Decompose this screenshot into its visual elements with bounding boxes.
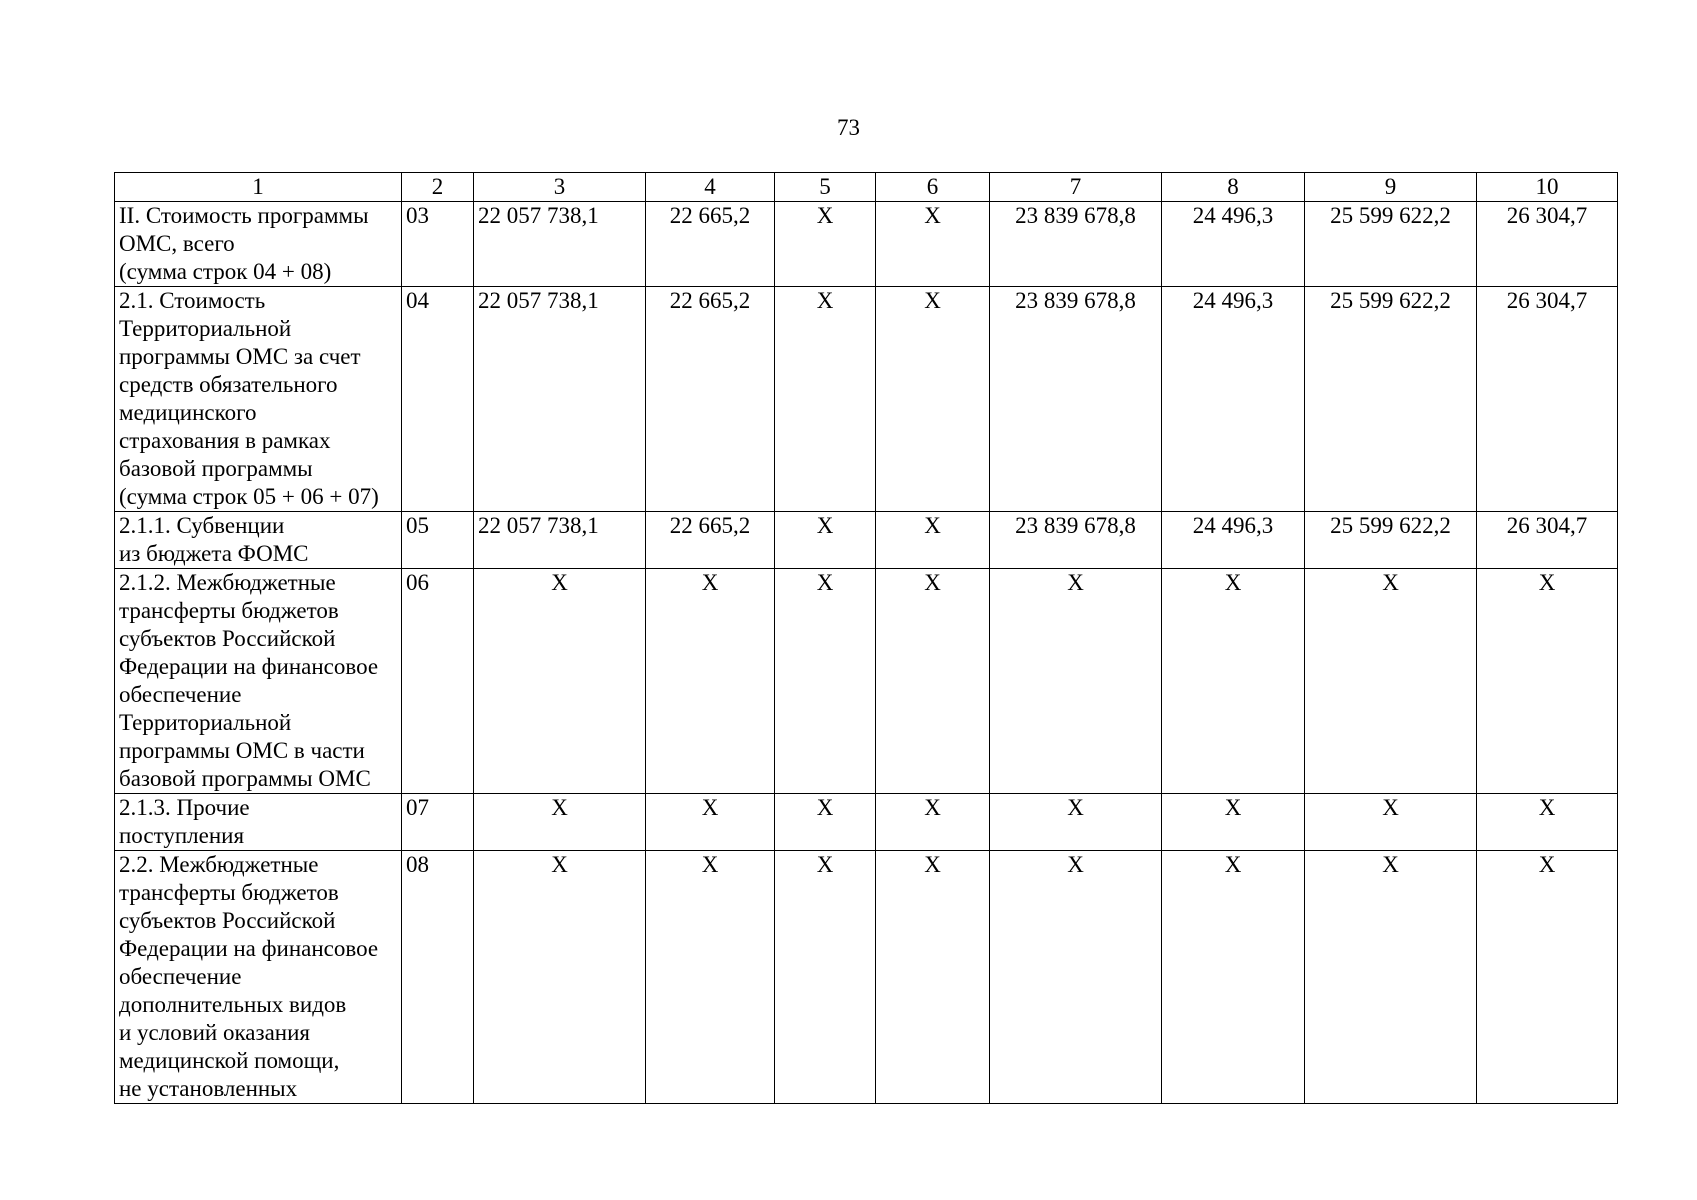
value-cell-col-8: X <box>1162 851 1305 1104</box>
value-cell-col-6: X <box>876 512 990 569</box>
row-label-line: страхования в рамках <box>119 428 331 453</box>
row-label-line: базовой программы <box>119 456 313 481</box>
value-cell-col-10: 26 304,7 <box>1477 512 1618 569</box>
value-cell-col-3: X <box>474 569 646 794</box>
row-label-line: базовой программы ОМС <box>119 766 371 791</box>
row-label <box>115 287 402 512</box>
value-cell-col-7: 23 839 678,8 <box>990 202 1162 287</box>
row-label-line: субъектов Российской <box>119 908 336 933</box>
row-label-line: 2.1. Стоимость <box>119 288 266 313</box>
table-row <box>115 794 1618 851</box>
table-body <box>115 202 1618 1104</box>
value-cell-col-9: X <box>1305 851 1477 1104</box>
value-cell-col-5: X <box>775 569 876 794</box>
table-row <box>115 287 1618 512</box>
row-label-line: (сумма строк 04 + 08) <box>119 259 332 284</box>
column-header-2: 2 <box>402 173 474 202</box>
row-label-line: II. Стоимость программы <box>119 203 369 228</box>
value-cell-col-6: X <box>876 287 990 512</box>
value-cell-col-4: 22 665,2 <box>646 202 775 287</box>
column-header-8: 8 <box>1162 173 1305 202</box>
value-cell-col-8: 24 496,3 <box>1162 512 1305 569</box>
value-cell-col-3: X <box>474 851 646 1104</box>
value-cell-col-8: X <box>1162 569 1305 794</box>
value-cell-col-5: X <box>775 512 876 569</box>
row-label-line: не установленных <box>119 1076 298 1101</box>
row-label-line: медицинской помощи, <box>119 1048 340 1073</box>
table-header-row <box>115 173 1618 202</box>
value-cell-col-4: X <box>646 851 775 1104</box>
column-header-10: 10 <box>1477 173 1618 202</box>
row-code: 07 <box>402 794 474 851</box>
row-code: 03 <box>402 202 474 287</box>
column-header-4: 4 <box>646 173 775 202</box>
value-cell-col-8: 24 496,3 <box>1162 287 1305 512</box>
value-cell-col-5: X <box>775 202 876 287</box>
column-header-3: 3 <box>474 173 646 202</box>
value-cell-col-5: X <box>775 794 876 851</box>
value-cell-col-3: 22 057 738,1 <box>474 512 646 569</box>
row-label-line: 2.2. Межбюджетные <box>119 852 319 877</box>
row-label-line: программы ОМС в части <box>119 738 365 763</box>
page-number: 73 <box>837 115 860 140</box>
row-label-line: дополнительных видов <box>119 992 347 1017</box>
value-cell-col-10: 26 304,7 <box>1477 287 1618 512</box>
column-header-6: 6 <box>876 173 990 202</box>
value-cell-col-4: 22 665,2 <box>646 512 775 569</box>
row-label-line: (сумма строк 05 + 06 + 07) <box>119 484 379 509</box>
column-header-9: 9 <box>1305 173 1477 202</box>
row-label-line: ОМС, всего <box>119 231 235 256</box>
value-cell-col-10: X <box>1477 569 1618 794</box>
value-cell-col-4: X <box>646 794 775 851</box>
row-code: 08 <box>402 851 474 1104</box>
value-cell-col-9: X <box>1305 794 1477 851</box>
value-cell-col-4: 22 665,2 <box>646 287 775 512</box>
row-label <box>115 202 402 287</box>
value-cell-col-8: 24 496,3 <box>1162 202 1305 287</box>
value-cell-col-7: X <box>990 569 1162 794</box>
row-label-line: 2.1.3. Прочие <box>119 795 250 820</box>
row-label-line: обеспечение <box>119 964 242 989</box>
column-header-5: 5 <box>775 173 876 202</box>
value-cell-col-7: X <box>990 851 1162 1104</box>
row-code: 05 <box>402 512 474 569</box>
row-label <box>115 569 402 794</box>
value-cell-col-5: X <box>775 851 876 1104</box>
row-label-line: трансферты бюджетов <box>119 880 339 905</box>
row-label-line: поступления <box>119 823 245 848</box>
value-cell-col-10: X <box>1477 851 1618 1104</box>
value-cell-col-10: 26 304,7 <box>1477 202 1618 287</box>
row-label-line: Федерации на финансовое <box>119 936 379 961</box>
value-cell-col-7: 23 839 678,8 <box>990 512 1162 569</box>
budget-table <box>114 172 1618 1104</box>
table-row <box>115 851 1618 1104</box>
value-cell-col-7: X <box>990 794 1162 851</box>
table-row <box>115 569 1618 794</box>
row-label-line: средств обязательного <box>119 372 338 397</box>
row-label-line: Федерации на финансовое <box>119 654 379 679</box>
value-cell-col-9: 25 599 622,2 <box>1305 512 1477 569</box>
row-label-line: Территориальной <box>119 710 292 735</box>
value-cell-col-5: X <box>775 287 876 512</box>
row-label-line: трансферты бюджетов <box>119 598 339 623</box>
row-label <box>115 851 402 1104</box>
column-header-7: 7 <box>990 173 1162 202</box>
value-cell-col-7: 23 839 678,8 <box>990 287 1162 512</box>
row-label <box>115 794 402 851</box>
row-label-line: субъектов Российской <box>119 626 336 651</box>
value-cell-col-6: X <box>876 569 990 794</box>
value-cell-col-9: 25 599 622,2 <box>1305 202 1477 287</box>
row-label-line: и условий оказания <box>119 1020 310 1045</box>
table-row <box>115 202 1618 287</box>
value-cell-col-3: 22 057 738,1 <box>474 287 646 512</box>
value-cell-col-6: X <box>876 202 990 287</box>
row-label-line: Территориальной <box>119 316 292 341</box>
table-row <box>115 512 1618 569</box>
value-cell-col-10: X <box>1477 794 1618 851</box>
value-cell-col-9: 25 599 622,2 <box>1305 287 1477 512</box>
column-header-1: 1 <box>115 173 402 202</box>
row-label-line: 2.1.1. Субвенции <box>119 513 285 538</box>
value-cell-col-3: 22 057 738,1 <box>474 202 646 287</box>
row-code: 04 <box>402 287 474 512</box>
row-label-line: медицинского <box>119 400 257 425</box>
row-label <box>115 512 402 569</box>
row-code: 06 <box>402 569 474 794</box>
row-label-line: 2.1.2. Межбюджетные <box>119 570 336 595</box>
value-cell-col-6: X <box>876 851 990 1104</box>
value-cell-col-3: X <box>474 794 646 851</box>
value-cell-col-4: X <box>646 569 775 794</box>
row-label-line: из бюджета ФОМС <box>119 541 309 566</box>
value-cell-col-6: X <box>876 794 990 851</box>
value-cell-col-9: X <box>1305 569 1477 794</box>
row-label-line: программы ОМС за счет <box>119 344 361 369</box>
value-cell-col-8: X <box>1162 794 1305 851</box>
row-label-line: обеспечение <box>119 682 242 707</box>
